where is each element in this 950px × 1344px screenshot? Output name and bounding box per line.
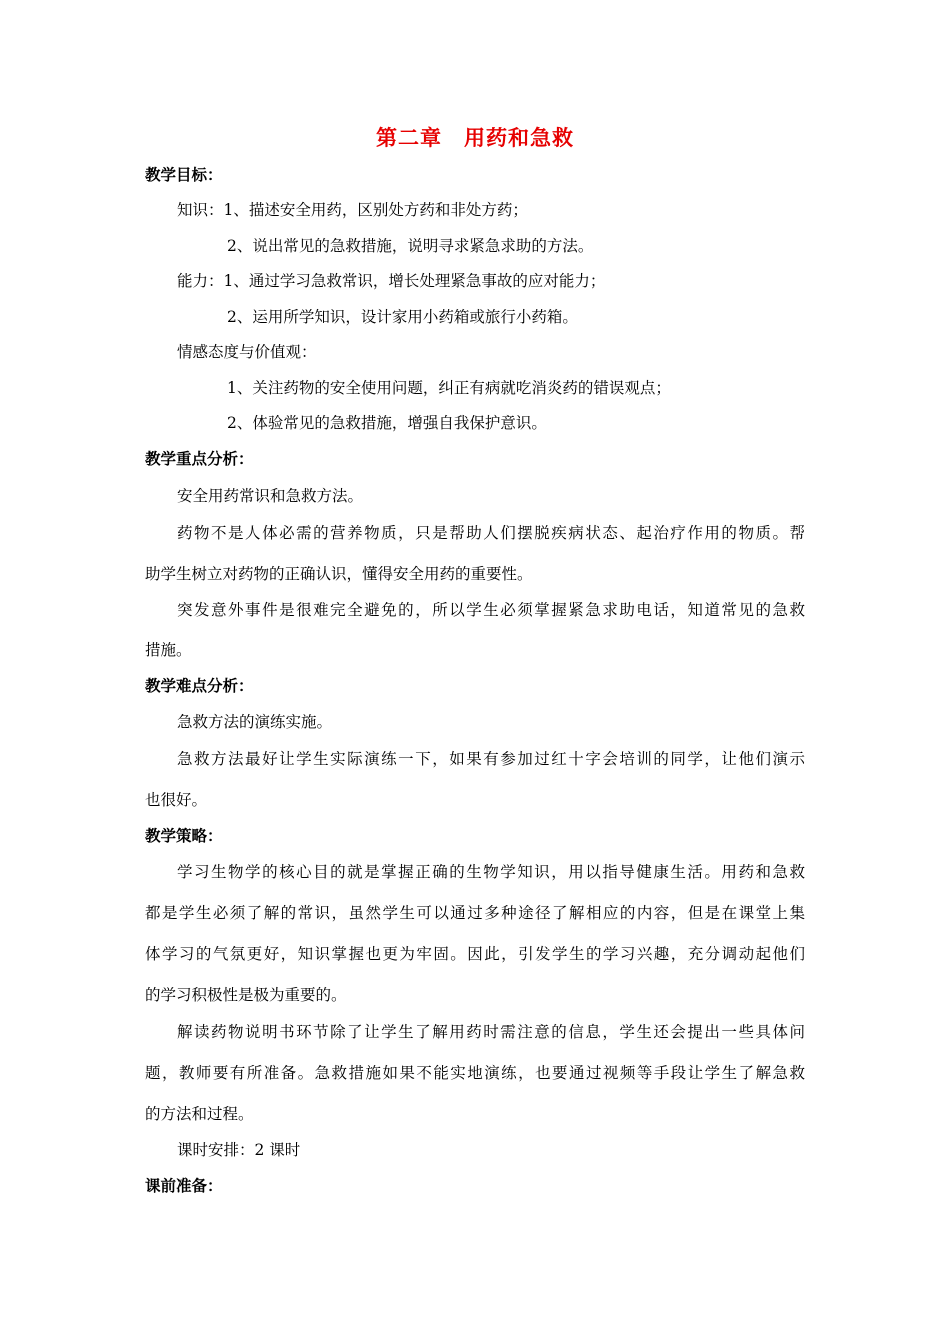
objectives-heading: 教学目标： (145, 165, 223, 184)
key-points-paragraph-2-line-2: 助学生树立对药物的正确认识，懂得安全用药的重要性。 (145, 565, 533, 583)
key-points-paragraph-2-line-1: 药物不是人体必需的营养物质，只是帮助人们摆脱疾病状态、起治疗作用的物质。帮 (177, 524, 805, 542)
strategy-paragraph-2-line-1: 解读药物说明书环节除了让学生了解用药时需注意的信息，学生还会提出一些具体问 (177, 1023, 805, 1041)
emotion-line-1: 1、关注药物的安全使用问题，纠正有病就吃消炎药的错误观点； (227, 379, 671, 397)
strategy-heading: 教学策略： (145, 826, 223, 845)
ability-line-1: 能力：1、通过学习急救常识，增长处理紧急事故的应对能力； (177, 272, 606, 290)
strategy-paragraph-2-line-3: 的方法和过程。 (145, 1105, 254, 1123)
key-points-heading: 教学重点分析： (145, 449, 254, 468)
difficulties-paragraph-1: 急救方法的演练实施。 (177, 713, 333, 731)
difficulties-heading: 教学难点分析： (145, 676, 254, 695)
strategy-paragraph-1-line-1: 学习生物学的核心目的就是掌握正确的生物学知识，用以指导健康生活。用药和急救 (177, 863, 805, 881)
emotion-line-2: 2、体验常见的急救措施，增强自我保护意识。 (227, 414, 547, 432)
key-points-paragraph-3-line-2: 措施。 (145, 641, 192, 659)
difficulties-paragraph-2-line-1: 急救方法最好让学生实际演练一下，如果有参加过红十字会培训的同学，让他们演示 (177, 750, 805, 768)
emotion-label: 情感态度与价值观： (177, 343, 317, 361)
lesson-schedule: 课时安排：2 课时 (177, 1141, 301, 1159)
ability-line-2: 2、运用所学知识，设计家用小药箱或旅行小药箱。 (227, 308, 578, 326)
preparation-heading: 课前准备： (145, 1176, 223, 1195)
strategy-paragraph-1-line-4: 的学习积极性是极为重要的。 (145, 986, 347, 1004)
key-points-paragraph-3-line-1: 突发意外事件是很难完全避免的，所以学生必须掌握紧急求助电话，知道常见的急救 (177, 601, 805, 619)
difficulties-paragraph-2-line-2: 也很好。 (145, 791, 208, 809)
key-points-paragraph-1: 安全用药常识和急救方法。 (177, 487, 364, 505)
strategy-paragraph-1-line-2: 都是学生必须了解的常识，虽然学生可以通过多种途径了解相应的内容，但是在课堂上集 (145, 904, 805, 922)
strategy-paragraph-2-line-2: 题，教师要有所准备。急救措施如果不能实地演练，也要通过视频等手段让学生了解急救 (145, 1064, 805, 1082)
knowledge-line-1: 知识：1、描述安全用药，区别处方药和非处方药； (177, 201, 528, 219)
knowledge-line-2: 2、说出常见的急救措施，说明寻求紧急求助的方法。 (227, 237, 594, 255)
chapter-title: 第二章 用药和急救 (376, 125, 574, 150)
strategy-paragraph-1-line-3: 体学习的气氛更好，知识掌握也更为牢固。因此，引发学生的学习兴趣，充分调动起他们 (145, 945, 805, 963)
